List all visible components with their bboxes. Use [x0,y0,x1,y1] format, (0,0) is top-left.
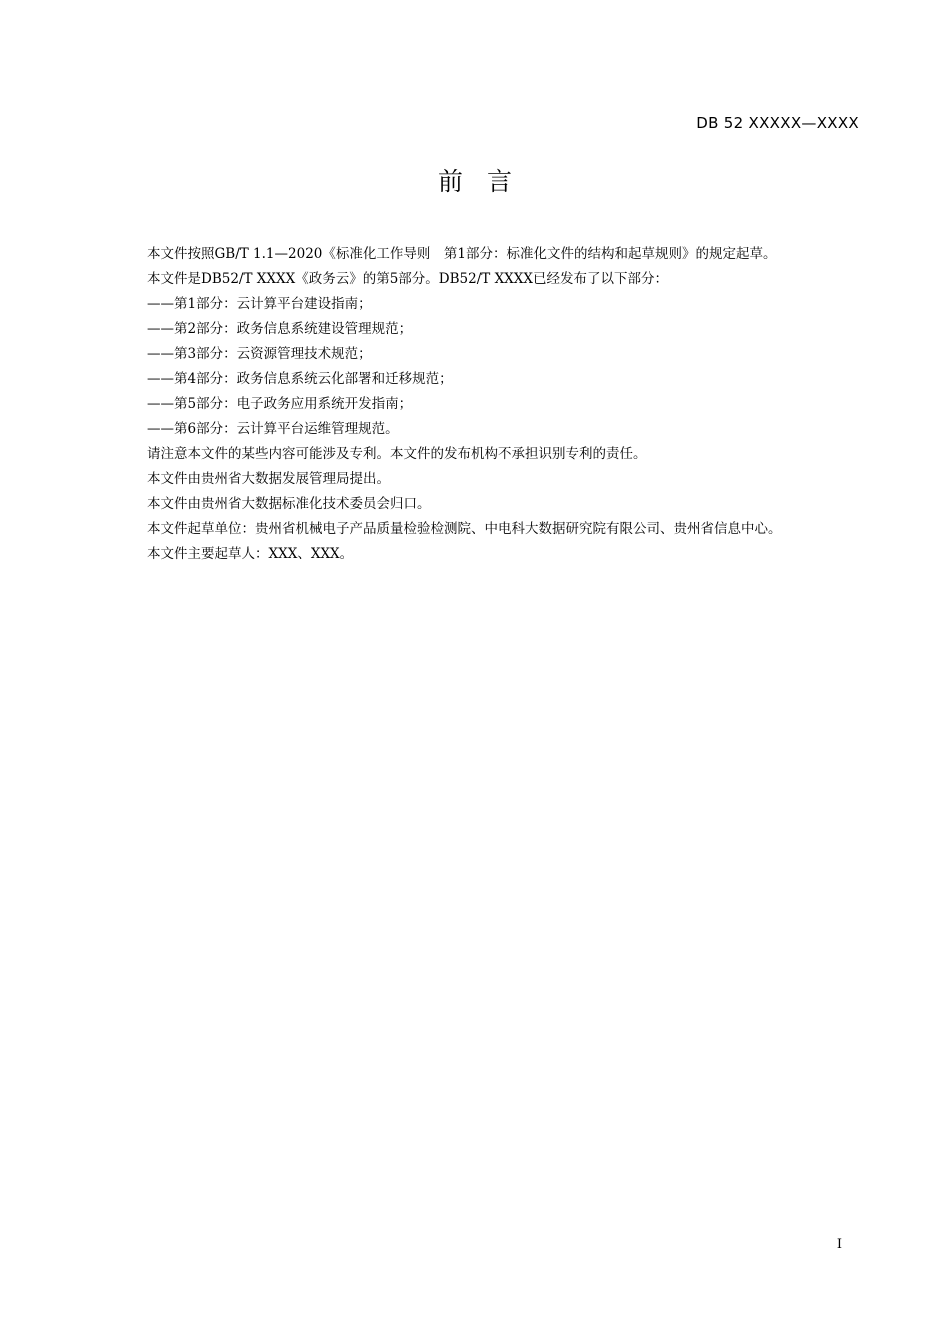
list-item-part-5: ——第5部分：电子政务应用系统开发指南； [147,396,413,412]
document-code: DB 52 XXXXX—XXXX [696,114,859,132]
list-item-part-6: ——第6部分：云计算平台运维管理规范。 [147,421,399,437]
paragraph-patent-notice: 请注意本文件的某些内容可能涉及专利。本文件的发布机构不承担识别专利的责任。 [147,446,647,462]
page-number: I [836,1237,842,1252]
foreword-body [113,242,861,567]
list-item-part-3: ——第3部分：云资源管理技术规范； [147,346,372,362]
paragraph-drafters: 本文件主要起草人：XXX、XXX。 [147,546,354,562]
page-title: 前言 [437,167,536,196]
paragraph-drafting-units: 本文件起草单位：贵州省机械电子产品质量检验检测院、中电科大数据研究院有限公司、贵州省信息中心。 [147,521,782,537]
list-item-part-1: ——第1部分：云计算平台建设指南； [147,296,372,312]
paragraph-proposed-by: 本文件由贵州省大数据发展管理局提出。 [147,471,390,487]
paragraph-centralized-by: 本文件由贵州省大数据标准化技术委员会归口。 [147,496,431,512]
paragraph-series-intro: 本文件是DB52/T XXXX《政务云》的第5部分。DB52/T XXXX已经发布了以下部分： [147,271,669,287]
paragraph-drafting-basis: 本文件按照GB/T 1.1—2020《标准化工作导则 第1部分：标准化文件的结构和起草规则》的规定起草。 [147,246,777,262]
list-item-part-2: ——第2部分：政务信息系统建设管理规范； [147,321,413,337]
list-item-part-4: ——第4部分：政务信息系统云化部署和迁移规范； [147,371,453,387]
